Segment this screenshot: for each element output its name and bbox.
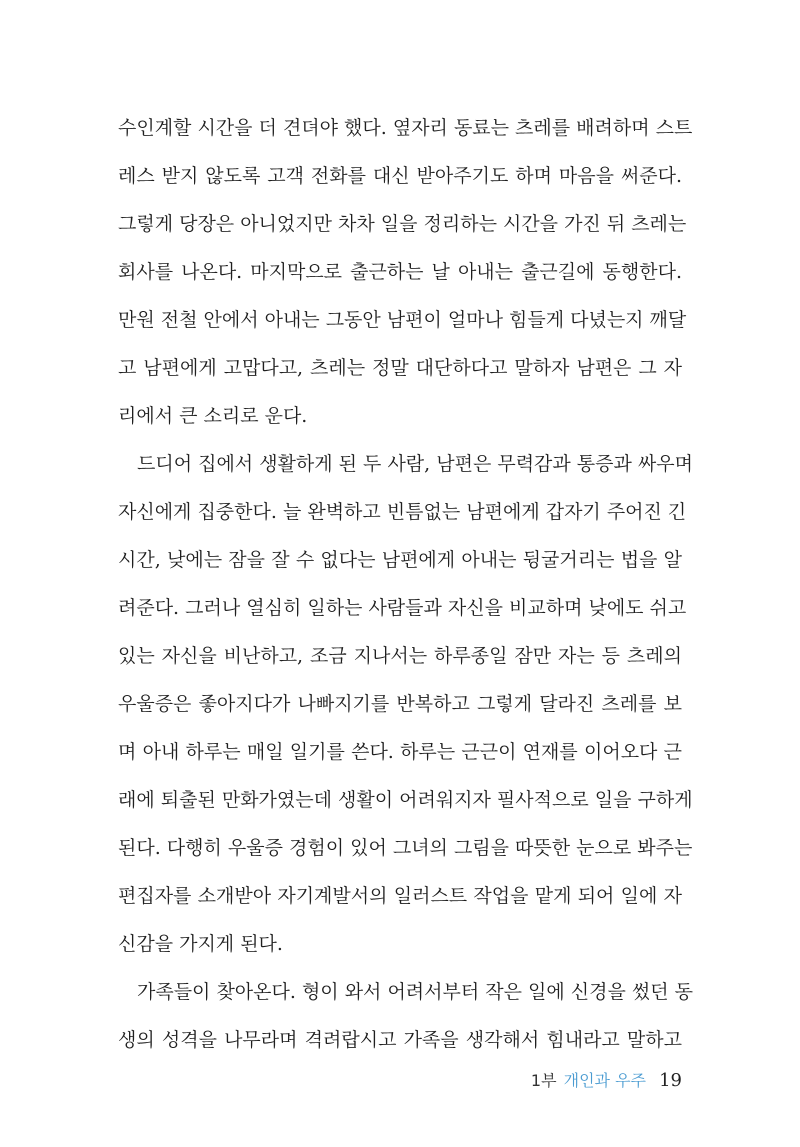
- text-line: 만원 전철 안에서 아내는 그동안 남편이 얼마나 힘들게 다녔는지 깨달: [118, 309, 687, 331]
- text-line: 우울증은 좋아지다가 나빠지기를 반복하고 그렇게 달라진 츠레를 보: [118, 693, 682, 715]
- body-text: [118, 104, 693, 1064]
- text-line: 그렇게 당장은 아니었지만 차차 일을 정리하는 시간을 가진 뒤 츠레는: [118, 213, 687, 235]
- text-line: 래에 퇴출된 만화가였는데 생활이 어려워지자 필사적으로 일을 구하게: [118, 789, 693, 811]
- text-line: 며 아내 하루는 매일 일기를 쓴다. 하루는 근근이 연재를 이어오다 근: [118, 741, 682, 763]
- text-line: 수인계할 시간을 더 견뎌야 했다. 옆자리 동료는 츠레를 배려하며 스트: [118, 117, 693, 139]
- text-line: 시간, 낮에는 잠을 잘 수 없다는 남편에게 아내는 뒹굴거리는 법을 알: [118, 549, 682, 571]
- text-line: 드디어 집에서 생활하게 된 두 사람, 남편은 무력감과 통증과 싸우며: [137, 453, 693, 475]
- text-line: 생의 성격을 나무라며 격려랍시고 가족을 생각해서 힘내라고 말하고: [118, 1029, 682, 1051]
- text-line: 회사를 나온다. 마지막으로 출근하는 날 아내는 출근길에 동행한다.: [118, 261, 682, 283]
- text-line: 자신에게 집중한다. 늘 완벽하고 빈틈없는 남편에게 갑자기 주어진 긴: [118, 501, 687, 523]
- text-line: 가족들이 찾아온다. 형이 와서 어려서부터 작은 일에 신경을 썼던 동: [137, 981, 693, 1003]
- text-line: 리에서 큰 소리로 운다.: [118, 405, 308, 427]
- text-line: 된다. 다행히 우울증 경험이 있어 그녀의 그림을 따뜻한 눈으로 봐주는: [118, 837, 693, 859]
- text-line: 있는 자신을 비난하고, 조금 지나서는 하루종일 잠만 자는 등 츠레의: [118, 645, 682, 667]
- text-line: 려준다. 그러나 열심히 일하는 사람들과 자신을 비교하며 낮에도 쉬고: [118, 597, 687, 619]
- page-number: 19: [659, 1070, 682, 1091]
- text-line: 레스 받지 않도록 고객 전화를 대신 받아주기도 하며 마음을 써준다.: [118, 165, 682, 187]
- text-line: 편집자를 소개받아 자기계발서의 일러스트 작업을 맡게 되어 일에 자: [118, 885, 682, 907]
- text-line: 신감을 가지게 된다.: [118, 933, 283, 955]
- footer-part-label: 1부: [530, 1071, 557, 1090]
- page-footer: [531, 1066, 682, 1096]
- text-line: 고 남편에게 고맙다고, 츠레는 정말 대단하다고 말하자 남편은 그 자: [118, 357, 682, 379]
- footer-chapter-title: 개인과 우주: [563, 1071, 646, 1090]
